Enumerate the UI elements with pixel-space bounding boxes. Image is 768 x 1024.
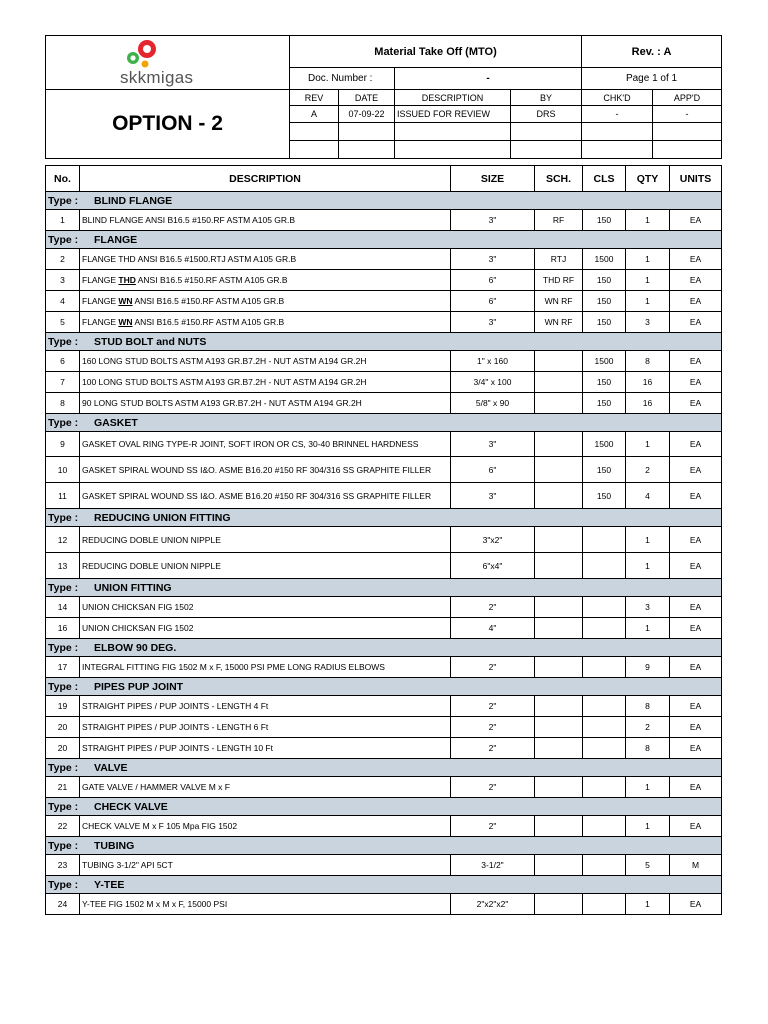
- type-group-cell: [46, 333, 722, 351]
- cell-size: 3/4" x 100: [451, 372, 535, 393]
- type-group-row: [46, 759, 722, 777]
- cell-cls: [583, 738, 626, 759]
- cell-qty: 1: [626, 249, 670, 270]
- table-row: [46, 457, 722, 483]
- cell-units: EA: [670, 483, 722, 509]
- type-prefix: Type :: [48, 641, 79, 654]
- table-row: [46, 291, 722, 312]
- cell-description: REDUCING DOBLE UNION NIPPLE: [80, 527, 451, 553]
- table-row: [46, 527, 722, 553]
- cell-no: 19: [46, 696, 80, 717]
- cell-description: GASKET SPIRAL WOUND SS I&O. ASME B16.20 #150 RF 304/316 SS GRAPHITE FILLER: [80, 483, 451, 509]
- cell-units: EA: [670, 351, 722, 372]
- cell-description: STRAIGHT PIPES / PUP JOINTS - LENGTH 6 Ft: [80, 717, 451, 738]
- cell-no: 16: [46, 618, 80, 639]
- description-part: FLANGE: [82, 275, 119, 285]
- cell-sch: [535, 717, 583, 738]
- cell-size: 3-1/2": [451, 855, 535, 876]
- cell-description: TUBING 3-1/2" API 5CT: [80, 855, 451, 876]
- option-title: OPTION - 2: [46, 90, 290, 159]
- cell-description: GASKET SPIRAL WOUND SS I&O. ASME B16.20 #150 RF 304/316 SS GRAPHITE FILLER: [80, 457, 451, 483]
- cell-units: EA: [670, 618, 722, 639]
- cell-sch: [535, 527, 583, 553]
- cell-sch: [535, 553, 583, 579]
- cell-cls: 150: [583, 270, 626, 291]
- rev-empty-cell: [339, 123, 395, 141]
- logo-icon: [123, 38, 163, 70]
- cell-qty: 2: [626, 457, 670, 483]
- rev-col-header: BY: [511, 90, 582, 106]
- document-header: [45, 35, 722, 159]
- cell-units: EA: [670, 553, 722, 579]
- type-prefix: Type :: [48, 680, 79, 693]
- table-row: [46, 270, 722, 291]
- doc-number-label: Doc. Number :: [290, 68, 395, 90]
- cell-description: 100 LONG STUD BOLTS ASTM A193 GR.B7.2H - NUT ASTM A194 GR.2H: [80, 372, 451, 393]
- cell-no: 21: [46, 777, 80, 798]
- cell-no: 3: [46, 270, 80, 291]
- cell-units: EA: [670, 210, 722, 231]
- cell-description: STRAIGHT PIPES / PUP JOINTS - LENGTH 4 Ft: [80, 696, 451, 717]
- col-header-no: No.: [46, 166, 80, 192]
- cell-sch: [535, 457, 583, 483]
- type-name: BLIND FLANGE: [94, 194, 173, 207]
- type-name: CHECK VALVE: [94, 800, 168, 813]
- type-group-cell: [46, 876, 722, 894]
- cell-qty: 1: [626, 527, 670, 553]
- cell-size: 2": [451, 597, 535, 618]
- cell-qty: 9: [626, 657, 670, 678]
- cell-no: 1: [46, 210, 80, 231]
- cell-qty: 1: [626, 432, 670, 457]
- cell-qty: 1: [626, 291, 670, 312]
- rev-col-header: REV: [290, 90, 339, 106]
- cell-cls: 150: [583, 291, 626, 312]
- type-name: Y-TEE: [94, 878, 125, 891]
- rev-empty-cell: [511, 123, 582, 141]
- table-row: [46, 393, 722, 414]
- type-group-row: [46, 876, 722, 894]
- cell-qty: 1: [626, 816, 670, 837]
- cell-size: 6": [451, 291, 535, 312]
- cell-size: 2": [451, 777, 535, 798]
- cell-size: 3": [451, 249, 535, 270]
- rev-cell: DRS: [511, 106, 582, 123]
- table-row: [46, 738, 722, 759]
- cell-size: 6"x4": [451, 553, 535, 579]
- type-prefix: Type :: [48, 839, 79, 852]
- type-name: TUBING: [94, 839, 135, 852]
- rev-empty-cell: [395, 141, 511, 159]
- cell-qty: 4: [626, 483, 670, 509]
- cell-size: 6": [451, 457, 535, 483]
- cell-units: EA: [670, 249, 722, 270]
- rev-empty-cell: [290, 141, 339, 159]
- cell-sch: [535, 816, 583, 837]
- cell-no: 8: [46, 393, 80, 414]
- type-prefix: Type :: [48, 233, 79, 246]
- cell-sch: [535, 894, 583, 915]
- description-part: WN: [118, 296, 133, 306]
- cell-units: EA: [670, 527, 722, 553]
- cell-units: EA: [670, 696, 722, 717]
- type-group-cell: [46, 759, 722, 777]
- description-part: FLANGE: [82, 296, 119, 306]
- cell-units: EA: [670, 312, 722, 333]
- cell-qty: 5: [626, 855, 670, 876]
- cell-units: EA: [670, 372, 722, 393]
- cell-description: UNION CHICKSAN FIG 1502: [80, 618, 451, 639]
- cell-description: GASKET OVAL RING TYPE-R JOINT, SOFT IRON OR CS, 30-40 BRINNEL HARDNESS: [80, 432, 451, 457]
- type-group-cell: [46, 192, 722, 210]
- type-group-cell: [46, 414, 722, 432]
- cell-size: 2": [451, 738, 535, 759]
- cell-description: [80, 270, 451, 291]
- table-row: [46, 210, 722, 231]
- rev-cell: A: [290, 106, 339, 123]
- table-row: [46, 816, 722, 837]
- type-group-row: [46, 509, 722, 527]
- cell-size: 4": [451, 618, 535, 639]
- cell-sch: [535, 483, 583, 509]
- cell-no: 23: [46, 855, 80, 876]
- cell-cls: [583, 527, 626, 553]
- cell-no: 13: [46, 553, 80, 579]
- cell-units: EA: [670, 777, 722, 798]
- cell-cls: [583, 597, 626, 618]
- rev-cell: ISSUED FOR REVIEW: [395, 106, 511, 123]
- cell-description: REDUCING DOBLE UNION NIPPLE: [80, 553, 451, 579]
- cell-size: 3"x2": [451, 527, 535, 553]
- type-group-row: [46, 333, 722, 351]
- cell-description: UNION CHICKSAN FIG 1502: [80, 597, 451, 618]
- cell-no: 10: [46, 457, 80, 483]
- cell-cls: [583, 618, 626, 639]
- cell-no: 20: [46, 717, 80, 738]
- cell-description: 160 LONG STUD BOLTS ASTM A193 GR.B7.2H - NUT ASTM A194 GR.2H: [80, 351, 451, 372]
- cell-qty: 1: [626, 618, 670, 639]
- cell-units: EA: [670, 816, 722, 837]
- table-row: [46, 717, 722, 738]
- table-row: [46, 553, 722, 579]
- rev-col-header: DATE: [339, 90, 395, 106]
- cell-sch: [535, 657, 583, 678]
- type-prefix: Type :: [48, 761, 79, 774]
- table-row: [46, 372, 722, 393]
- cell-qty: 3: [626, 597, 670, 618]
- cell-units: EA: [670, 738, 722, 759]
- page-number: Page 1 of 1: [582, 68, 722, 90]
- logo-cell: [46, 36, 290, 90]
- cell-no: 11: [46, 483, 80, 509]
- cell-size: 3": [451, 312, 535, 333]
- rev-cell: -: [653, 106, 722, 123]
- cell-size: 5/8" x 90: [451, 393, 535, 414]
- cell-qty: 16: [626, 393, 670, 414]
- cell-description: [80, 291, 451, 312]
- rev-cell: -: [582, 106, 653, 123]
- description-part: THD: [118, 275, 136, 285]
- cell-sch: [535, 432, 583, 457]
- rev-cell: 07-09-22: [339, 106, 395, 123]
- type-group-row: [46, 192, 722, 210]
- type-group-row: [46, 798, 722, 816]
- cell-cls: 150: [583, 393, 626, 414]
- cell-size: 1" x 160: [451, 351, 535, 372]
- cell-size: 2": [451, 717, 535, 738]
- cell-no: 20: [46, 738, 80, 759]
- cell-cls: 150: [583, 312, 626, 333]
- cell-sch: [535, 372, 583, 393]
- cell-units: EA: [670, 457, 722, 483]
- cell-qty: 8: [626, 738, 670, 759]
- description-part: WN: [118, 317, 133, 327]
- rev-empty-cell: [339, 141, 395, 159]
- table-row: [46, 432, 722, 457]
- cell-description: Y-TEE FIG 1502 M x M x F, 15000 PSI: [80, 894, 451, 915]
- cell-sch: [535, 618, 583, 639]
- rev-col-header: APP'D: [653, 90, 722, 106]
- cell-units: EA: [670, 894, 722, 915]
- cell-sch: [535, 393, 583, 414]
- cell-no: 9: [46, 432, 80, 457]
- table-row: [46, 894, 722, 915]
- cell-description: STRAIGHT PIPES / PUP JOINTS - LENGTH 10 Ft: [80, 738, 451, 759]
- cell-qty: 8: [626, 696, 670, 717]
- cell-description: BLIND FLANGE ANSI B16.5 #150.RF ASTM A105 GR.B: [80, 210, 451, 231]
- description-part: ANSI B16.5 #150.RF ASTM A105 GR.B: [132, 296, 285, 306]
- cell-description: CHECK VALVE M x F 105 Mpa FIG 1502: [80, 816, 451, 837]
- col-header-cls: CLS: [583, 166, 626, 192]
- type-group-row: [46, 414, 722, 432]
- cell-qty: 2: [626, 717, 670, 738]
- type-group-cell: [46, 678, 722, 696]
- type-group-cell: [46, 509, 722, 527]
- doc-title: Material Take Off (MTO): [290, 36, 582, 68]
- type-name: ELBOW 90 DEG.: [94, 641, 177, 654]
- cell-cls: [583, 894, 626, 915]
- cell-units: EA: [670, 270, 722, 291]
- rev-col-header: CHK'D: [582, 90, 653, 106]
- type-name: UNION FITTING: [94, 581, 172, 594]
- type-name: PIPES PUP JOINT: [94, 680, 184, 693]
- col-header-qty: QTY: [626, 166, 670, 192]
- rev-empty-cell: [582, 123, 653, 141]
- type-group-row: [46, 639, 722, 657]
- cell-qty: 16: [626, 372, 670, 393]
- cell-cls: [583, 855, 626, 876]
- col-header-size: SIZE: [451, 166, 535, 192]
- cell-qty: 1: [626, 894, 670, 915]
- cell-cls: 150: [583, 210, 626, 231]
- cell-units: EA: [670, 717, 722, 738]
- cell-cls: [583, 777, 626, 798]
- rev-empty-cell: [653, 123, 722, 141]
- cell-description: GATE VALVE / HAMMER VALVE M x F: [80, 777, 451, 798]
- cell-qty: 1: [626, 553, 670, 579]
- cell-size: 2": [451, 816, 535, 837]
- cell-description: FLANGE THD ANSI B16.5 #1500.RTJ ASTM A105 GR.B: [80, 249, 451, 270]
- cell-size: 2": [451, 696, 535, 717]
- cell-sch: RF: [535, 210, 583, 231]
- company-logo: [48, 36, 287, 89]
- cell-cls: [583, 696, 626, 717]
- cell-units: EA: [670, 291, 722, 312]
- cell-no: 12: [46, 527, 80, 553]
- rev-empty-cell: [290, 123, 339, 141]
- cell-description: [80, 312, 451, 333]
- cell-sch: RTJ: [535, 249, 583, 270]
- cell-sch: [535, 597, 583, 618]
- cell-size: 6": [451, 270, 535, 291]
- cell-cls: 150: [583, 483, 626, 509]
- doc-number-value: -: [395, 68, 582, 90]
- cell-size: 3": [451, 210, 535, 231]
- mto-body: [46, 192, 722, 915]
- cell-qty: 1: [626, 210, 670, 231]
- cell-size: 2": [451, 657, 535, 678]
- cell-qty: 1: [626, 777, 670, 798]
- type-group-cell: [46, 639, 722, 657]
- cell-no: 6: [46, 351, 80, 372]
- cell-no: 4: [46, 291, 80, 312]
- type-prefix: Type :: [48, 878, 79, 891]
- table-row: [46, 777, 722, 798]
- cell-cls: [583, 816, 626, 837]
- table-row: [46, 249, 722, 270]
- type-prefix: Type :: [48, 511, 79, 524]
- type-name: VALVE: [94, 761, 128, 774]
- col-header-sch: SCH.: [535, 166, 583, 192]
- table-row: [46, 657, 722, 678]
- description-part: ANSI B16.5 #150.RF ASTM A105 GR.B: [132, 317, 285, 327]
- table-row: [46, 351, 722, 372]
- cell-cls: 1500: [583, 351, 626, 372]
- cell-units: EA: [670, 597, 722, 618]
- cell-sch: [535, 696, 583, 717]
- type-group-cell: [46, 231, 722, 249]
- type-group-cell: [46, 798, 722, 816]
- type-prefix: Type :: [48, 416, 79, 429]
- table-row: [46, 483, 722, 509]
- type-name: REDUCING UNION FITTING: [94, 511, 231, 524]
- type-group-row: [46, 231, 722, 249]
- table-row: [46, 618, 722, 639]
- cell-units: EA: [670, 393, 722, 414]
- cell-cls: 150: [583, 457, 626, 483]
- table-row: [46, 855, 722, 876]
- description-part: ANSI B16.5 #150.RF ASTM A105 GR.B: [135, 275, 288, 285]
- cell-no: 24: [46, 894, 80, 915]
- cell-size: 3": [451, 432, 535, 457]
- type-group-cell: [46, 579, 722, 597]
- rev-empty-cell: [582, 141, 653, 159]
- col-header-description: DESCRIPTION: [80, 166, 451, 192]
- type-group-row: [46, 837, 722, 855]
- cell-qty: 8: [626, 351, 670, 372]
- type-group-cell: [46, 837, 722, 855]
- cell-units: M: [670, 855, 722, 876]
- cell-size: 2"x2"x2": [451, 894, 535, 915]
- type-name: GASKET: [94, 416, 138, 429]
- cell-sch: THD RF: [535, 270, 583, 291]
- rev-empty-cell: [511, 141, 582, 159]
- type-name: STUD BOLT and NUTS: [94, 335, 207, 348]
- cell-cls: 1500: [583, 432, 626, 457]
- rev-empty-cell: [395, 123, 511, 141]
- type-group-row: [46, 579, 722, 597]
- cell-no: 5: [46, 312, 80, 333]
- cell-units: EA: [670, 432, 722, 457]
- cell-size: 3": [451, 483, 535, 509]
- description-part: FLANGE: [82, 317, 119, 327]
- cell-sch: [535, 855, 583, 876]
- cell-qty: 3: [626, 312, 670, 333]
- table-row: [46, 696, 722, 717]
- cell-no: 17: [46, 657, 80, 678]
- type-name: FLANGE: [94, 233, 138, 246]
- cell-sch: [535, 777, 583, 798]
- cell-cls: [583, 553, 626, 579]
- cell-sch: [535, 351, 583, 372]
- cell-sch: WN RF: [535, 312, 583, 333]
- type-group-row: [46, 678, 722, 696]
- cell-no: 22: [46, 816, 80, 837]
- cell-no: 7: [46, 372, 80, 393]
- type-prefix: Type :: [48, 335, 79, 348]
- cell-cls: 1500: [583, 249, 626, 270]
- col-header-units: UNITS: [670, 166, 722, 192]
- cell-cls: 150: [583, 372, 626, 393]
- cell-no: 14: [46, 597, 80, 618]
- brand-name: skkmigas: [120, 68, 194, 87]
- cell-cls: [583, 717, 626, 738]
- mto-header-row: [46, 166, 722, 192]
- cell-description: INTEGRAL FITTING FIG 1502 M x F, 15000 PSI PME LONG RADIUS ELBOWS: [80, 657, 451, 678]
- rev-empty-cell: [653, 141, 722, 159]
- type-prefix: Type :: [48, 800, 79, 813]
- cell-sch: [535, 738, 583, 759]
- cell-qty: 1: [626, 270, 670, 291]
- revision-label: Rev. : A: [582, 36, 722, 68]
- table-row: [46, 312, 722, 333]
- cell-no: 2: [46, 249, 80, 270]
- cell-sch: WN RF: [535, 291, 583, 312]
- rev-col-header: DESCRIPTION: [395, 90, 511, 106]
- cell-description: 90 LONG STUD BOLTS ASTM A193 GR.B7.2H - NUT ASTM A194 GR.2H: [80, 393, 451, 414]
- cell-units: EA: [670, 657, 722, 678]
- type-prefix: Type :: [48, 194, 79, 207]
- mto-table: [45, 165, 722, 915]
- type-prefix: Type :: [48, 581, 79, 594]
- cell-cls: [583, 657, 626, 678]
- table-row: [46, 597, 722, 618]
